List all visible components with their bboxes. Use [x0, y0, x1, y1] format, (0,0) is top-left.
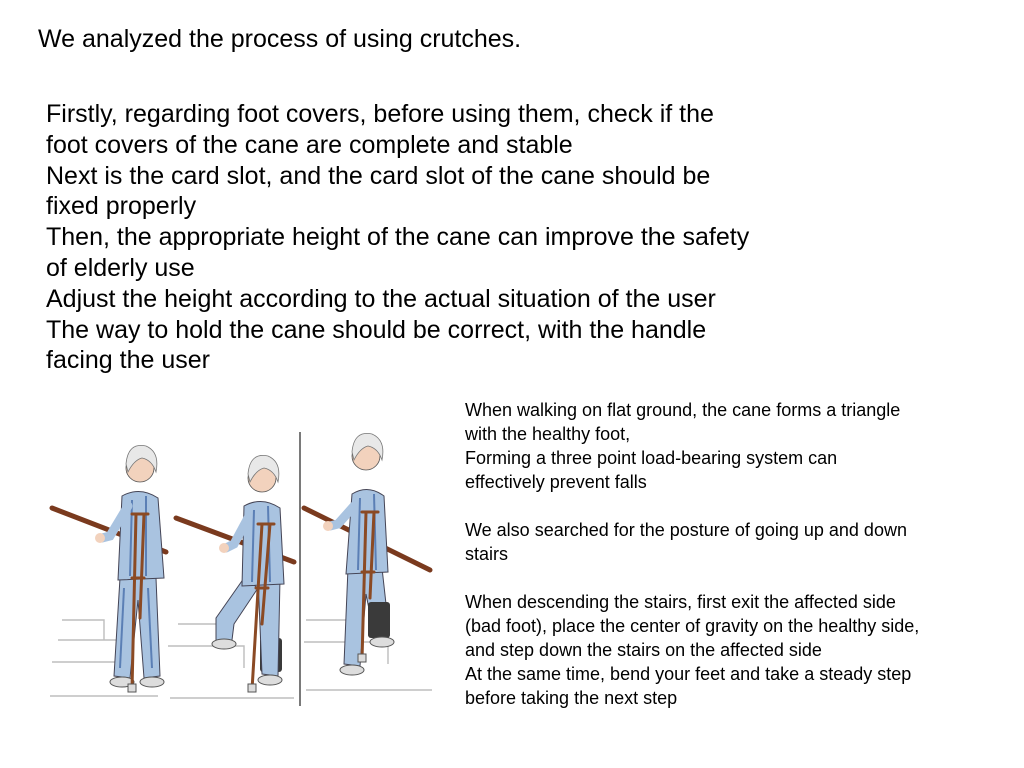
main-line: Adjust the height according to the actual situation of the user	[46, 284, 716, 313]
main-line: of elderly use	[46, 253, 195, 282]
side-line: effectively prevent falls	[465, 472, 647, 492]
main-line: Then, the appropriate height of the cane can improve the safety	[46, 223, 750, 252]
stairs-notes	[465, 398, 1005, 710]
leg-brace	[368, 602, 390, 638]
main-instructions	[46, 99, 786, 376]
side-line: At the same time, bend your feet and take a steady step	[465, 664, 912, 684]
figure-panel-1	[50, 445, 166, 696]
side-line: Forming a three point load-bearing system can	[465, 448, 838, 468]
side-line: before taking the next step	[465, 688, 678, 708]
side-line: When descending the stairs, first exit the affected side	[465, 592, 896, 612]
stair-crutch-illustration	[48, 428, 433, 710]
side-line: stairs	[465, 544, 509, 564]
side-line: We also searched for the posture of going up and down	[465, 520, 907, 540]
main-line: fixed properly	[46, 192, 197, 221]
side-line: and step down the stairs on the affected side	[465, 640, 822, 660]
figure-panel-3	[304, 433, 432, 690]
main-line: Next is the card slot, and the card slot of the cane should be	[46, 161, 711, 190]
main-line: foot covers of the cane are complete and stable	[46, 130, 573, 159]
slide-title: We analyzed the process of using crutches.	[38, 25, 522, 53]
side-line: When walking on flat ground, the cane forms a triangle	[465, 400, 901, 420]
side-line: with the healthy foot,	[465, 424, 631, 444]
side-line	[465, 494, 1005, 518]
main-line: facing the user	[46, 346, 210, 375]
figure-panel-2	[168, 455, 294, 698]
side-line	[465, 566, 1005, 590]
side-line: (bad foot), place the center of gravity on the healthy side,	[465, 616, 920, 636]
main-line: Firstly, regarding foot covers, before using them, check if the	[46, 100, 714, 128]
main-line: The way to hold the cane should be correct, with the handle	[46, 315, 707, 344]
